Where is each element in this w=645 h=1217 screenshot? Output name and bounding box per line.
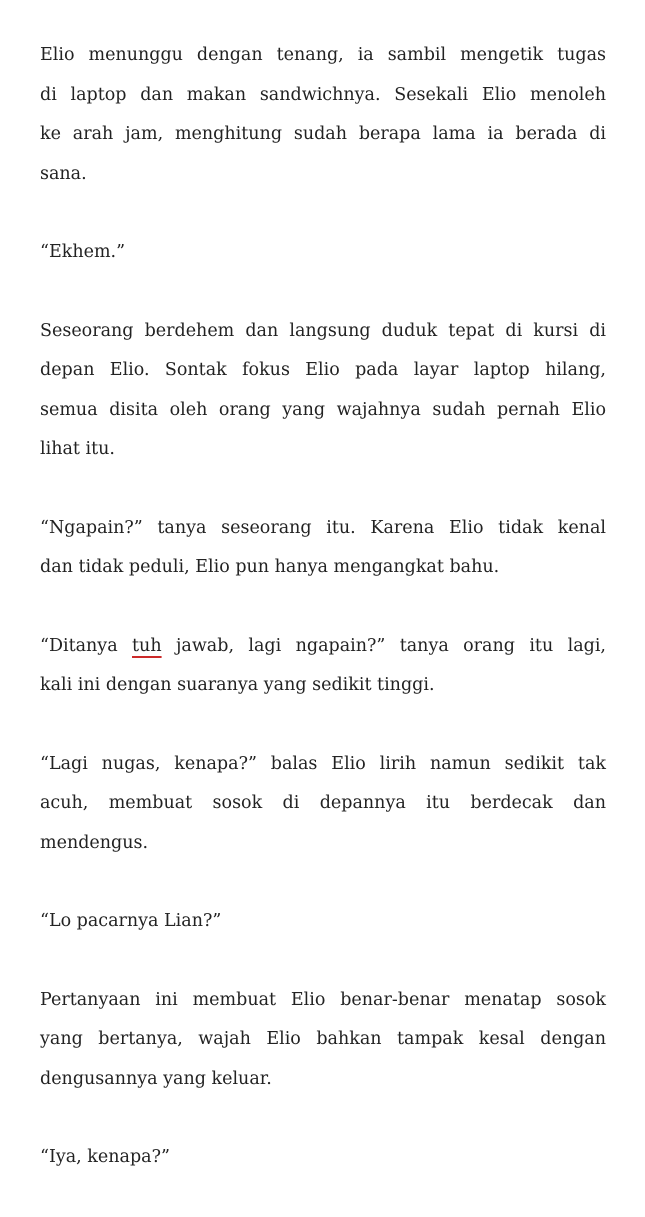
text-line: yang bertanya, wajah Elio bahkan tampak kesal dengan bbox=[40, 1029, 606, 1049]
story-text bbox=[40, 36, 606, 1217]
text-line: “Iya, kenapa?” bbox=[40, 1147, 170, 1167]
paragraph bbox=[40, 745, 606, 864]
text-line: “Ngapain?” tanya seseorang itu. Karena Elio tidak kenal bbox=[40, 517, 606, 538]
text-line: sana. bbox=[40, 163, 87, 184]
text-line: “Lagi nugas, kenapa?” balas Elio lirih namun sedikit tak bbox=[40, 753, 606, 774]
paragraph bbox=[40, 36, 606, 194]
text-line: mendengus. bbox=[40, 832, 149, 853]
text-line: Pertanyaan ini membuat Elio benar-benar menatap sosok bbox=[40, 989, 606, 1010]
text-line: semua disita oleh orang yang wajahnya sudah pernah Elio bbox=[40, 399, 606, 420]
text-segment: “Ditanya bbox=[40, 635, 133, 656]
text-line: di laptop dan makan sandwichnya. Sesekali Elio menoleh bbox=[40, 84, 606, 105]
text-line bbox=[40, 627, 606, 667]
text-line: dan tidak peduli, Elio pun hanya mengangkat bahu. bbox=[40, 557, 500, 577]
paragraph bbox=[40, 509, 606, 588]
text-line: kali ini dengan suaranya yang sedikit tinggi. bbox=[40, 675, 435, 695]
paragraph bbox=[40, 981, 606, 1100]
paragraph bbox=[40, 233, 606, 273]
paragraph bbox=[40, 1138, 606, 1178]
text-line: “Lo pacarnya Lian?” bbox=[40, 911, 222, 931]
spellcheck-flagged-word: tuh bbox=[132, 635, 162, 656]
paragraph bbox=[40, 312, 606, 470]
text-line: “Ekhem.” bbox=[40, 242, 126, 262]
text-line: dengusannya yang keluar. bbox=[40, 1068, 272, 1089]
paragraph bbox=[40, 902, 606, 942]
text-line: lihat itu. bbox=[40, 439, 115, 459]
text-line: depan Elio. Sontak fokus Elio pada layar laptop hilang, bbox=[40, 360, 606, 380]
text-line: Seseorang berdehem dan langsung duduk tepat di kursi di bbox=[40, 320, 606, 341]
text-line: acuh, membuat sosok di depannya itu berdecak dan bbox=[40, 793, 606, 813]
text-line: Elio menunggu dengan tenang, ia sambil mengetik tugas bbox=[40, 45, 606, 65]
text-line: ke arah jam, menghitung sudah berapa lama ia berada di bbox=[40, 124, 606, 144]
paragraph bbox=[40, 627, 606, 706]
text-segment: jawab, lagi ngapain?” tanya orang itu lagi, bbox=[161, 635, 606, 656]
